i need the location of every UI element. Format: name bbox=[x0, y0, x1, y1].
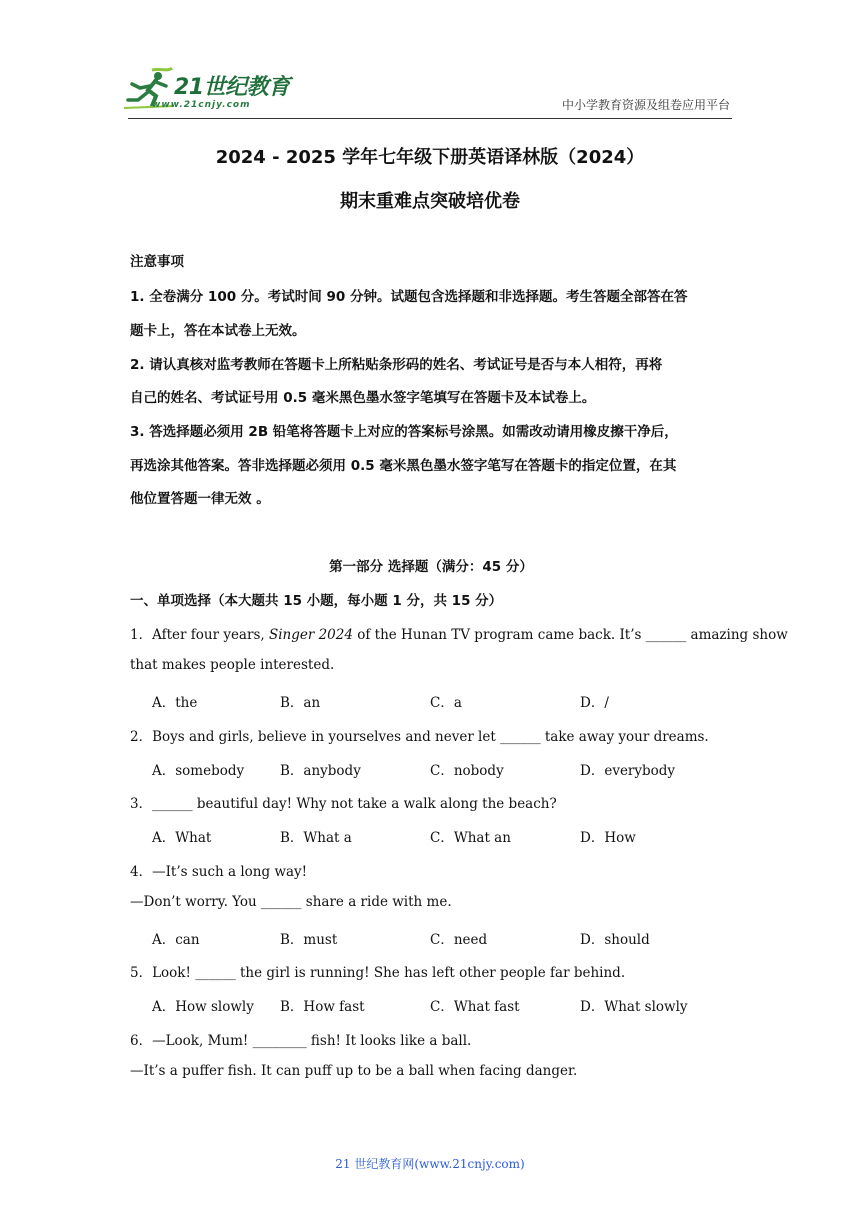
q3-option-c[interactable]: C．What an bbox=[430, 830, 511, 846]
exam-subtitle: 期末重难点突破培优卷 bbox=[340, 191, 520, 212]
question-3: 3．______ beautiful day! Why not take a walk along the beach? bbox=[130, 796, 557, 812]
site-logo bbox=[122, 66, 292, 116]
q4-option-b[interactable]: B．must bbox=[280, 932, 338, 948]
notice-line: 2. 请认真核对监考教师在答题卡上所粘贴条形码的姓名、考试证号是否与本人相符，再将 bbox=[130, 357, 663, 373]
notice-line: 再选涂其他答案。答非选择题必须用 0.5 毫米黑色墨水签字笔写在答题卡的指定位置，在其 bbox=[130, 458, 677, 474]
notice-heading: 注意事项 bbox=[130, 254, 184, 270]
program-title: Singer 2024 bbox=[268, 627, 353, 643]
footer-link[interactable]: 21 世纪教育网(www.21cnjy.com) bbox=[335, 1157, 525, 1171]
q5-option-b[interactable]: B．How fast bbox=[280, 999, 365, 1015]
question-6: 6．—Look, Mum! ________ fish! It looks like a ball. bbox=[130, 1033, 472, 1049]
q1-option-b[interactable]: B．an bbox=[280, 695, 321, 711]
q2-option-b[interactable]: B．anybody bbox=[280, 763, 361, 779]
question-4: 4．—It’s such a long way! bbox=[130, 864, 308, 880]
logo-text: 21世纪教育 bbox=[174, 75, 290, 100]
question-1: 1．After four years, Singer 2024 of the Hunan TV program came back. It’s ______ amazing show bbox=[130, 627, 788, 643]
q2-option-c[interactable]: C．nobody bbox=[430, 763, 504, 779]
q2-option-d[interactable]: D．everybody bbox=[580, 763, 676, 779]
question-2: 2．Boys and girls, believe in yourselves and never let ______ take away your dreams. bbox=[130, 729, 709, 745]
q4-option-a[interactable]: A．can bbox=[152, 932, 200, 948]
q4-option-d[interactable]: D．should bbox=[580, 932, 650, 948]
section-heading: 一、单项选择（本大题共 15 小题，每小题 1 分，共 15 分） bbox=[130, 593, 503, 609]
q3-option-b[interactable]: B．What a bbox=[280, 830, 352, 846]
page-header bbox=[0, 0, 860, 120]
q5-option-d[interactable]: D．What slowly bbox=[580, 999, 688, 1015]
q1-option-d[interactable]: D．/ bbox=[580, 695, 609, 711]
question-5: 5．Look! ______ the girl is running! She has left other people far behind. bbox=[130, 965, 626, 981]
question-1-cont: that makes people interested. bbox=[130, 657, 335, 673]
q2-option-a[interactable]: A．somebody bbox=[152, 763, 245, 779]
q1-option-a[interactable]: A．the bbox=[152, 695, 198, 711]
part-heading: 第一部分 选择题（满分：45 分） bbox=[329, 559, 533, 575]
platform-name: 中小学教育资源及组卷应用平台 bbox=[561, 98, 730, 112]
header-divider bbox=[128, 118, 732, 119]
notice-line: 他位置答题一律无效 。 bbox=[130, 491, 270, 507]
q5-option-c[interactable]: C．What fast bbox=[430, 999, 520, 1015]
question-4-reply: —Don’t worry. You ______ share a ride with me. bbox=[130, 894, 452, 910]
q1-option-c[interactable]: C．a bbox=[430, 695, 462, 711]
logo-url: www.21cnjy.com bbox=[152, 100, 251, 110]
q4-option-c[interactable]: C．need bbox=[430, 932, 488, 948]
notice-line: 题卡上，答在本试卷上无效。 bbox=[130, 323, 306, 339]
notice-line: 1. 全卷满分 100 分。考试时间 90 分钟。试题包含选择题和非选择题。考生答题全部答在答 bbox=[130, 289, 688, 305]
notice-line: 3. 答选择题必须用 2B 铅笔将答题卡上对应的答案标号涂黑。如需改动请用橡皮擦干净后， bbox=[130, 424, 678, 440]
question-6-reply: —It’s a puffer fish. It can puff up to be a ball when facing danger. bbox=[130, 1063, 578, 1079]
notice-line: 自己的姓名、考试证号用 0.5 毫米黑色墨水签字笔填写在答题卡及本试卷上。 bbox=[130, 390, 596, 406]
exam-title: 2024 - 2025 学年七年级下册英语译林版（2024） bbox=[215, 147, 645, 168]
q3-option-a[interactable]: A．What bbox=[152, 830, 212, 846]
q5-option-a[interactable]: A．How slowly bbox=[152, 999, 254, 1015]
q3-option-d[interactable]: D．How bbox=[580, 830, 636, 846]
